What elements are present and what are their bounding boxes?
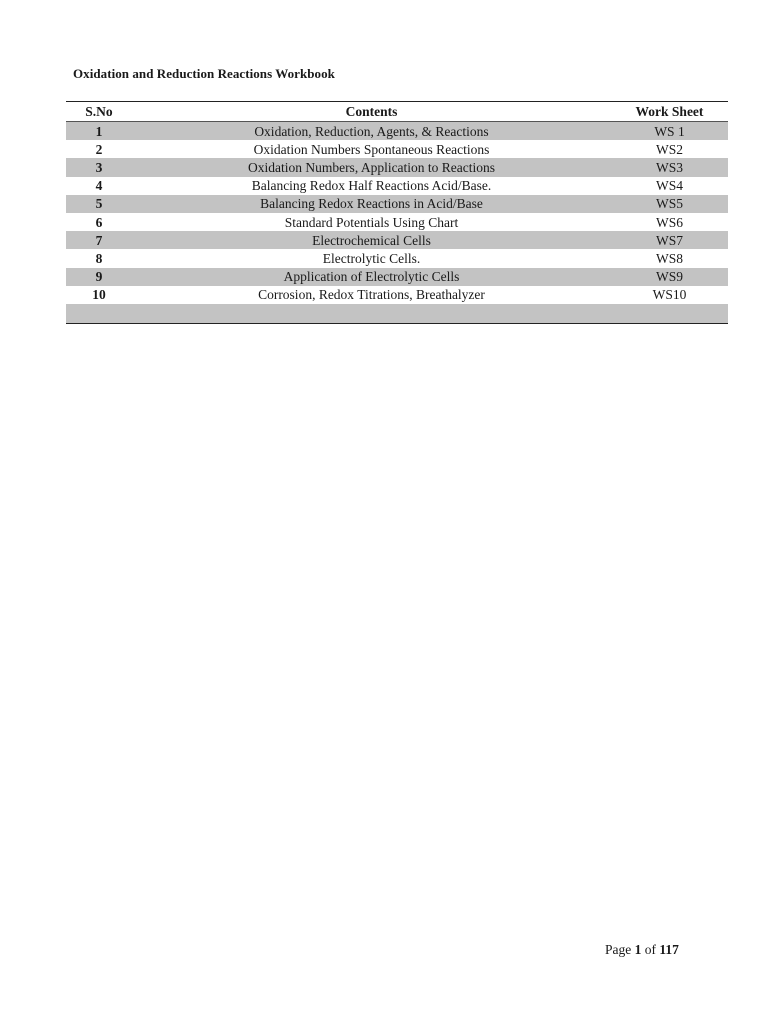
total-pages: 117 — [659, 942, 679, 957]
row-sno: 2 — [95, 141, 103, 157]
document-title: Oxidation and Reduction Reactions Workbook — [73, 66, 335, 81]
row-worksheet: WS6 — [656, 214, 683, 230]
row-contents: Oxidation Numbers, Application to Reactions — [132, 158, 611, 176]
row-sno: 10 — [92, 287, 106, 303]
row-contents: Balancing Redox Half Reactions Acid/Base. — [251, 178, 492, 194]
table-row — [66, 158, 728, 176]
header-contents: Contents — [132, 102, 611, 122]
empty-cell — [132, 304, 611, 324]
empty-cell — [66, 304, 132, 324]
contents-table — [66, 101, 728, 324]
row-sno: 6 — [95, 214, 103, 230]
row-worksheet: WS10 — [652, 287, 687, 303]
row-contents: Electrochemical Cells — [132, 231, 611, 249]
of-word: of — [644, 942, 656, 957]
row-sno: 7 — [66, 231, 132, 249]
row-sno: 1 — [66, 122, 132, 141]
table-row — [66, 140, 728, 158]
table-row — [66, 249, 728, 267]
row-sno: 8 — [95, 250, 103, 266]
row-sno: 4 — [95, 178, 103, 194]
row-worksheet: WS7 — [611, 231, 728, 249]
row-worksheet: WS2 — [656, 141, 683, 157]
row-contents: Corrosion, Redox Titrations, Breathalyzer — [258, 287, 485, 303]
row-sno: 9 — [66, 268, 132, 286]
table-row — [66, 231, 728, 249]
empty-cell — [611, 304, 728, 324]
table-header-row — [66, 102, 728, 122]
table-row — [66, 122, 728, 141]
table-row — [66, 177, 728, 195]
table-row — [66, 286, 728, 304]
row-worksheet: WS 1 — [611, 122, 728, 141]
row-contents: Oxidation Numbers Spontaneous Reactions — [253, 141, 490, 157]
row-sno: 3 — [66, 158, 132, 176]
table-row — [66, 213, 728, 231]
row-sno: 5 — [66, 195, 132, 213]
row-worksheet: WS4 — [656, 178, 683, 194]
row-worksheet: WS3 — [611, 158, 728, 176]
header-sno: S.No — [66, 102, 132, 122]
row-contents: Oxidation, Reduction, Agents, & Reactions — [132, 122, 611, 141]
row-worksheet: WS8 — [656, 250, 683, 266]
table-row — [66, 195, 728, 213]
row-contents: Standard Potentials Using Chart — [284, 214, 459, 230]
row-contents: Balancing Redox Reactions in Acid/Base — [132, 195, 611, 213]
current-page: 1 — [634, 942, 642, 957]
table-body — [66, 122, 728, 324]
page-word: Page — [605, 942, 632, 957]
header-worksheet: Work Sheet — [611, 102, 728, 122]
row-contents: Electrolytic Cells. — [322, 250, 421, 266]
row-worksheet: WS5 — [611, 195, 728, 213]
table-row — [66, 268, 728, 286]
page-number — [605, 942, 679, 958]
table-row-empty — [66, 304, 728, 324]
row-worksheet: WS9 — [611, 268, 728, 286]
row-contents: Application of Electrolytic Cells — [132, 268, 611, 286]
